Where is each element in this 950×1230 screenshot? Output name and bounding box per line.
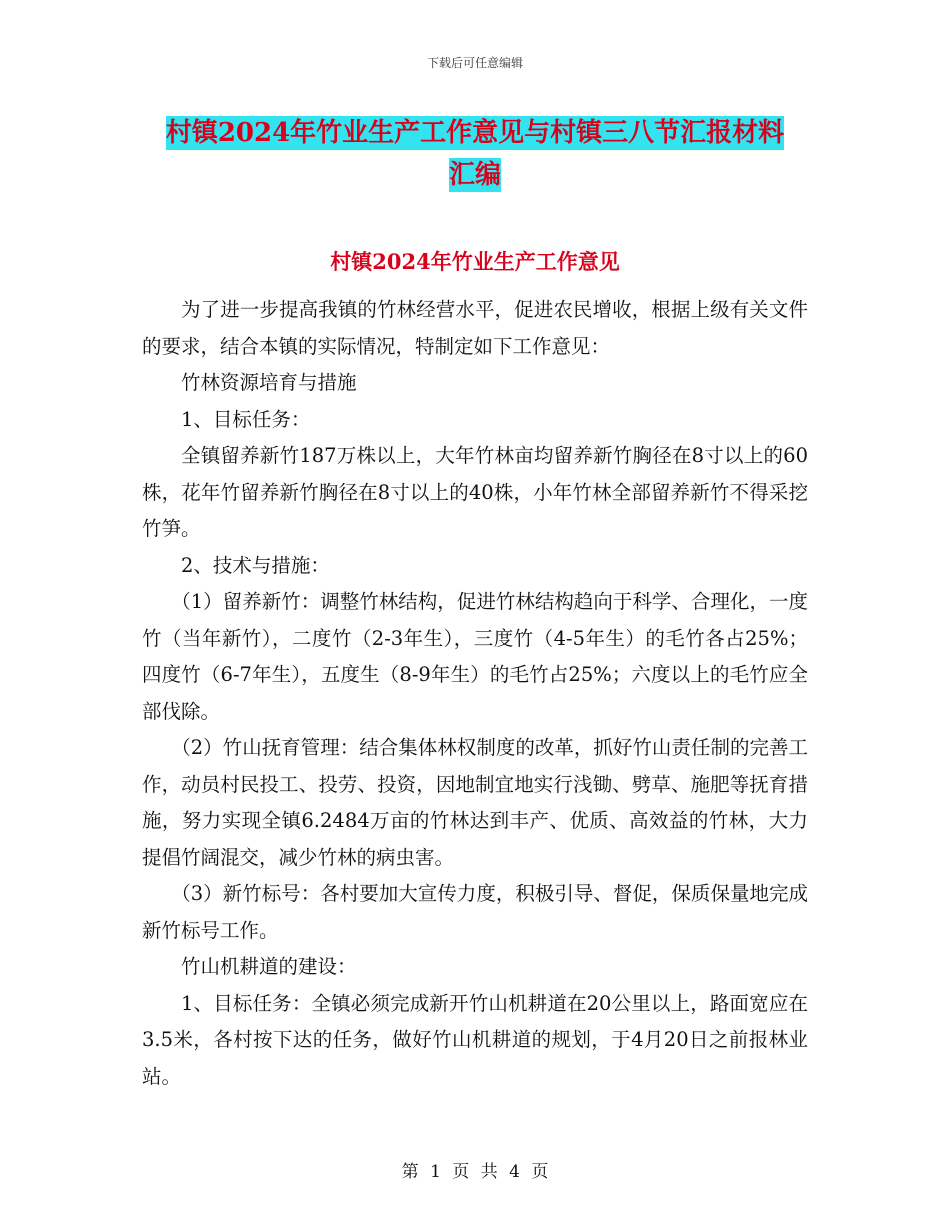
- title-line-2: 汇编: [448, 160, 501, 190]
- title-line-1: 村镇2024年竹业生产工作意见与村镇三八节汇报材料: [165, 118, 785, 148]
- document-body: [142, 292, 808, 1095]
- paragraph: 竹山机耕道的建设：: [181, 955, 357, 978]
- paragraph: 1、目标任务：: [181, 407, 311, 431]
- document-title: [0, 112, 950, 196]
- paragraph: 全镇留养新竹187万株以上，大年竹林亩均留养新竹胸径在8寸以上的60株，花年竹留养新竹胸径在8寸以上的40株，小年竹林全部留养新竹不得采挖竹笋。: [142, 444, 808, 540]
- paragraph: （3）新竹标号：各村要加大宣传力度，积极引导、督促，保质保量地完成新竹标号工作。: [142, 882, 808, 942]
- page-footer: 第 1 页 共 4 页: [401, 1162, 549, 1182]
- paragraph: （1）留养新竹：调整竹林结构，促进竹林结构趋向于科学、合理化，一度竹（当年新竹），二度竹（2-3年生），三度竹（4-5年生）的毛竹各占25%；四度竹（6-7年生），五度生（8-9年生）的毛竹占25%；六度以上的毛竹应全部伐除。: [142, 590, 808, 723]
- paragraph: （2）竹山抚育管理：结合集体林权制度的改革，抓好竹山责任制的完善工作，动员村民投工、投劳、投资，因地制宜地实行浅锄、劈草、施肥等抚育措施，努力实现全镇6.2484万亩的竹林达到丰产、优质、高效益的竹林，大力提倡竹阔混交，减少竹林的病虫害。: [142, 736, 808, 869]
- section-title: 村镇2024年竹业生产工作意见: [330, 249, 620, 274]
- header-note: 下载后可任意编辑: [426, 56, 523, 70]
- paragraph: 竹林资源培育与措施: [181, 371, 357, 394]
- paragraph: 2、技术与措施：: [181, 553, 330, 577]
- paragraph: 1、目标任务：全镇必须完成新开竹山机耕道在20公里以上，路面宽应在3.5米，各村按下达的任务，做好竹山机耕道的规划，于4月20日之前报林业站。: [142, 991, 808, 1088]
- paragraph: 为了进一步提高我镇的竹林经营水平，促进农民增收，根据上级有关文件的要求，结合本镇的实际情况，特制定如下工作意见：: [142, 298, 808, 358]
